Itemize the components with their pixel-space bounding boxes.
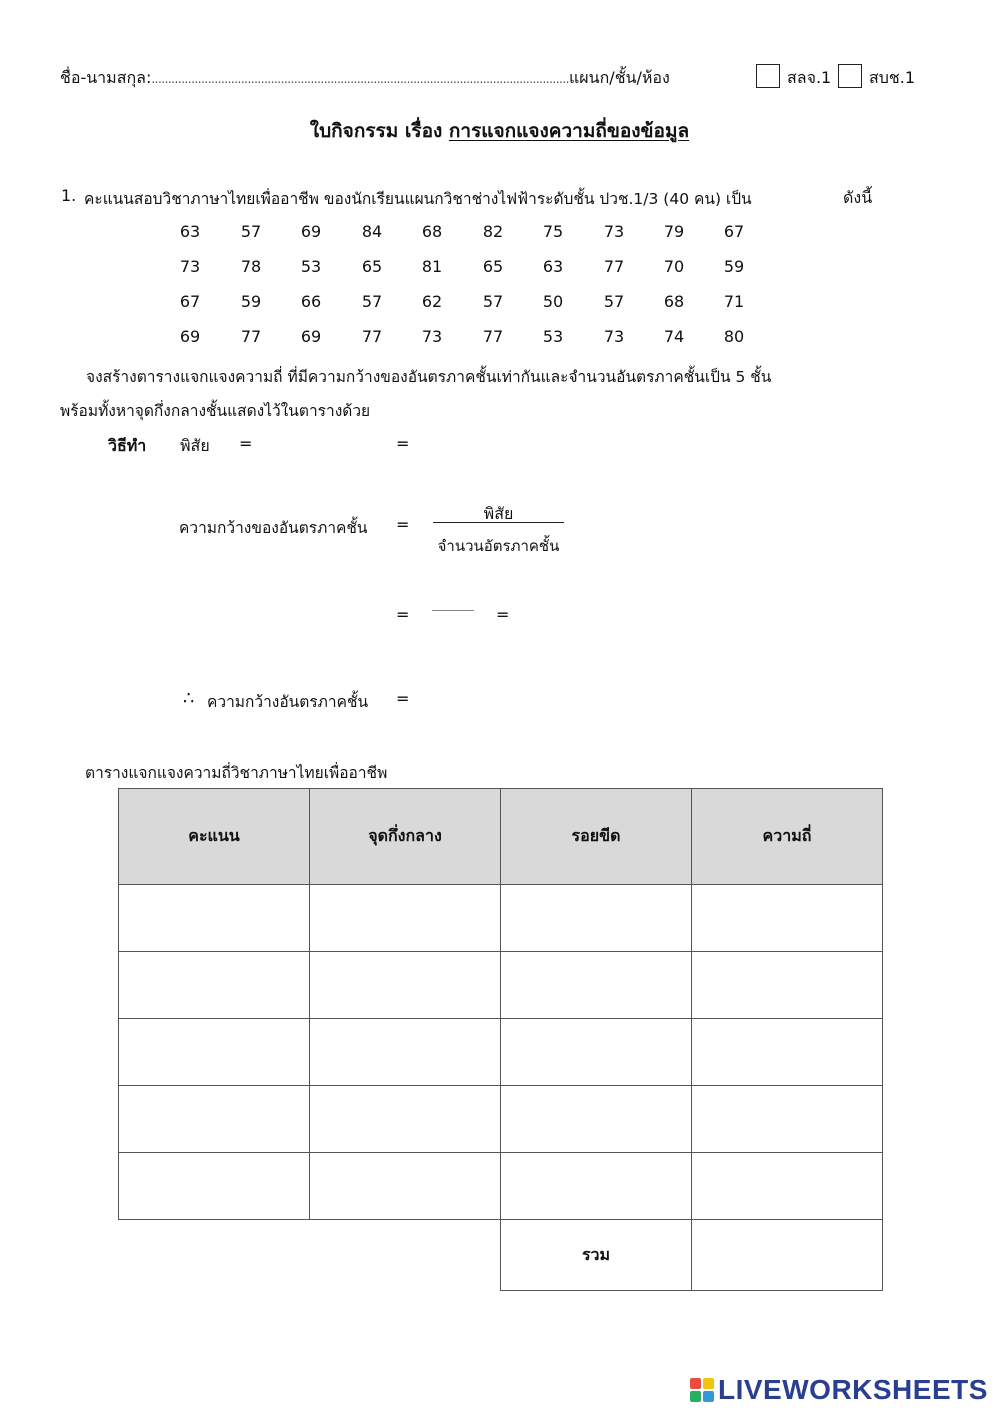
score: 57 <box>603 292 625 311</box>
table-row <box>119 1019 883 1086</box>
score: 73 <box>603 327 625 346</box>
width-equals: = <box>396 515 410 534</box>
score: 74 <box>663 327 685 346</box>
tally-cell[interactable] <box>501 1153 692 1220</box>
logo-squares-icon <box>690 1378 714 1402</box>
table-header-row <box>119 789 883 885</box>
tally-cell[interactable] <box>501 1019 692 1086</box>
score: 75 <box>542 222 564 241</box>
option2-label: สบช.1 <box>869 68 916 87</box>
header-tally: รอยขีด <box>501 789 692 885</box>
question-suffix: ดังนี้ <box>843 188 873 207</box>
title-prefix: ใบกิจกรรม เรื่อง <box>309 120 443 142</box>
header-score: คะแนน <box>119 789 310 885</box>
score: 77 <box>240 327 262 346</box>
fraction-denominator: จำนวนอัตรภาคชั้น <box>437 537 560 555</box>
dept-label: แผนก/ชั้น/ห้อง <box>568 68 670 87</box>
score: 70 <box>663 257 685 276</box>
question-number: 1. <box>61 186 77 205</box>
score: 57 <box>240 222 262 241</box>
score: 59 <box>240 292 262 311</box>
score: 53 <box>300 257 322 276</box>
calc-equals-2: = <box>496 605 510 624</box>
score-cell[interactable] <box>119 1019 310 1086</box>
score: 57 <box>361 292 383 311</box>
score: 80 <box>723 327 745 346</box>
table-row <box>119 1086 883 1153</box>
score: 63 <box>542 257 564 276</box>
question-text: คะแนนสอบวิชาภาษาไทยเพื่ออาชีพ ของนักเรียนแผนกวิชาช่างไฟฟ้าระดับชั้น ปวช.1/3 (40 คน) เป็น <box>84 190 752 208</box>
page-title <box>0 116 999 146</box>
frequency-table <box>118 788 883 1291</box>
score: 65 <box>361 257 383 276</box>
score: 73 <box>603 222 625 241</box>
title-topic: การแจกแจงความถี่ของข้อมูล <box>448 120 690 142</box>
frequency-cell[interactable] <box>692 1019 883 1086</box>
frequency-cell[interactable] <box>692 1086 883 1153</box>
calc-equals-1: = <box>396 605 410 624</box>
instruction-line2: พร้อมทั้งหาจุดกึ่งกลางชั้นแสดงไว้ในตารางด้วย <box>60 402 371 420</box>
score: 73 <box>421 327 443 346</box>
tally-cell[interactable] <box>501 1086 692 1153</box>
score: 68 <box>663 292 685 311</box>
score: 77 <box>603 257 625 276</box>
score: 68 <box>421 222 443 241</box>
frequency-cell[interactable] <box>692 1153 883 1220</box>
total-label: รวม <box>501 1220 692 1291</box>
instruction-line1: จงสร้างตารางแจกแจงความถี่ ที่มีความกว้างของอันตรภาคชั้นเท่ากันและจำนวนอันตรภาคชั้นเป็น 5 ชั้น <box>86 368 772 386</box>
frequency-cell[interactable] <box>692 885 883 952</box>
score: 69 <box>179 327 201 346</box>
name-label: ชื่อ-นามสกุล: <box>60 68 152 87</box>
midpoint-cell[interactable] <box>310 1019 501 1086</box>
score: 66 <box>300 292 322 311</box>
score: 73 <box>179 257 201 276</box>
score-cell[interactable] <box>119 885 310 952</box>
score-cell[interactable] <box>119 1086 310 1153</box>
option1-checkbox[interactable] <box>756 64 780 88</box>
score: 69 <box>300 327 322 346</box>
score: 53 <box>542 327 564 346</box>
liveworksheets-logo <box>690 1374 988 1406</box>
range-equals-1: = <box>239 434 253 453</box>
calc-fraction-bar <box>432 610 474 611</box>
score-cell[interactable] <box>119 1153 310 1220</box>
logo-square <box>690 1391 701 1402</box>
score: 77 <box>482 327 504 346</box>
tally-cell[interactable] <box>501 885 692 952</box>
result-label: ความกว้างอันตรภาคชั้น <box>207 693 369 711</box>
header-frequency: ความถี่ <box>692 789 883 885</box>
table-caption: ตารางแจกแจงความถี่วิชาภาษาไทยเพื่ออาชีพ <box>85 764 388 782</box>
tally-cell[interactable] <box>501 952 692 1019</box>
method-label: วิธีทำ <box>108 436 147 455</box>
name-dots: .............................................................................................................................. <box>151 72 569 86</box>
score: 62 <box>421 292 443 311</box>
frequency-cell[interactable] <box>692 952 883 1019</box>
midpoint-cell[interactable] <box>310 1153 501 1220</box>
fraction-bar <box>433 522 564 523</box>
score: 81 <box>421 257 443 276</box>
score: 69 <box>300 222 322 241</box>
logo-square <box>703 1391 714 1402</box>
score: 67 <box>179 292 201 311</box>
score: 65 <box>482 257 504 276</box>
table-total-row <box>119 1220 883 1291</box>
score: 71 <box>723 292 745 311</box>
result-equals: = <box>396 689 410 708</box>
total-frequency-cell[interactable] <box>692 1220 883 1291</box>
score: 59 <box>723 257 745 276</box>
score: 50 <box>542 292 564 311</box>
score: 82 <box>482 222 504 241</box>
width-label: ความกว้างของอันตรภาคชั้น <box>179 519 368 537</box>
range-equals-2: = <box>396 434 410 453</box>
option1-label: สลจ.1 <box>787 68 832 87</box>
header-midpoint: จุดกึ่งกลาง <box>310 789 501 885</box>
score: 63 <box>179 222 201 241</box>
logo-text: LIVEWORKSHEETS <box>718 1374 988 1405</box>
table-row <box>119 885 883 952</box>
midpoint-cell[interactable] <box>310 952 501 1019</box>
logo-square <box>703 1378 714 1389</box>
logo-square <box>690 1378 701 1389</box>
empty-cell <box>310 1220 501 1291</box>
therefore-icon: ∴ <box>183 688 195 709</box>
score: 77 <box>361 327 383 346</box>
score: 84 <box>361 222 383 241</box>
fraction-numerator: พิสัย <box>483 504 514 523</box>
score: 79 <box>663 222 685 241</box>
score: 57 <box>482 292 504 311</box>
midpoint-cell[interactable] <box>310 1086 501 1153</box>
range-label: พิสัย <box>180 436 210 455</box>
name-line <box>60 66 670 91</box>
table-row <box>119 1153 883 1220</box>
score: 78 <box>240 257 262 276</box>
score: 67 <box>723 222 745 241</box>
table-row <box>119 952 883 1019</box>
empty-cell <box>119 1220 310 1291</box>
score-cell[interactable] <box>119 952 310 1019</box>
midpoint-cell[interactable] <box>310 885 501 952</box>
option2-checkbox[interactable] <box>838 64 862 88</box>
